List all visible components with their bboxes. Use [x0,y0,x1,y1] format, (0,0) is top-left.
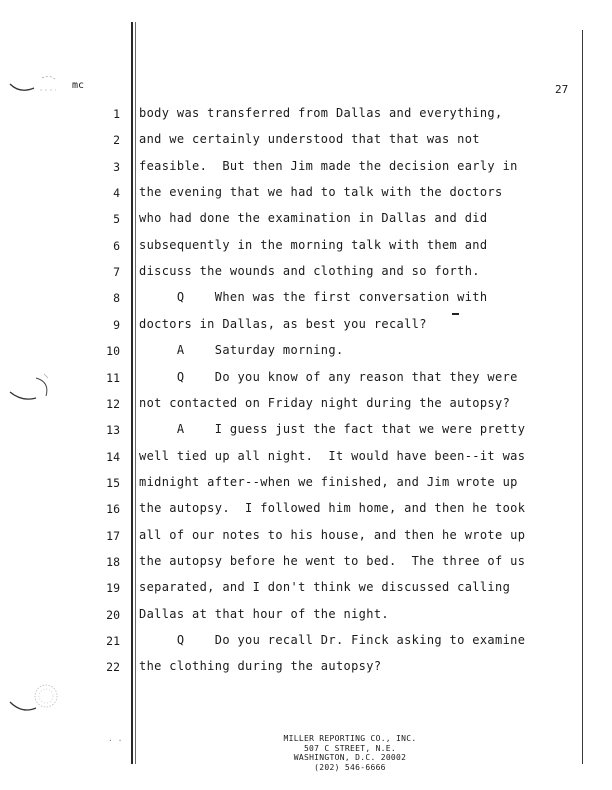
line-text: A Saturday morning. [139,343,344,358]
footer-city: WASHINGTON, D.C. 20002 [293,753,407,762]
line-number: 22 [106,660,120,675]
line-number: 20 [106,607,120,622]
line-text: separated, and I don't think we discussed calling [139,580,511,595]
line-text: and we certainly understood that that was not [139,132,480,147]
margin-dots: · · [108,736,123,745]
line-text: the evening that we had to talk with the doctors [139,185,503,200]
line-number: 6 [113,238,120,253]
line-number: 12 [106,396,120,411]
line-number: 8 [113,291,120,306]
line-text: subsequently in the morning talk with them and [139,237,488,252]
line-text: discuss the wounds and clothing and so forth. [139,264,480,279]
left-margin-rule-inner [135,22,136,764]
line-number: 18 [106,554,120,569]
line-text: feasible. But then Jim made the decision early in [139,158,518,173]
punch-hole-top [6,70,66,100]
line-number: 1 [113,107,120,121]
line-text: Dallas at that hour of the night. [139,606,389,621]
line-number: 16 [106,502,120,517]
punch-hole-bottom [6,680,62,720]
line-text: body was transferred from Dallas and everything, [139,106,503,120]
line-text: well tied up all night. It would have been--it was [139,448,526,463]
right-margin-rule [582,30,583,764]
punch-hole-middle [6,370,56,410]
line-text: doctors in Dallas, as best you recall? [139,316,427,331]
line-text: the autopsy. I followed him home, and then he took [139,501,526,516]
line-number: 5 [113,212,120,227]
line-text: Q Do you know of any reason that they were [139,369,518,384]
line-text: all of our notes to his house, and then he wrote up [139,527,526,542]
page-number: 27 [555,83,569,96]
reporter-footer [250,734,450,772]
line-number: 2 [113,133,120,148]
line-text: the clothing during the autopsy? [139,659,382,674]
line-number: 4 [113,186,120,201]
line-text: Q When was the first conversation with [139,290,488,305]
line-number: 19 [106,581,120,596]
line-text: midnight after--when we finished, and Jim wrote up [139,474,518,489]
line-number: 7 [113,265,120,280]
footer-phone: (202) 546-6666 [314,762,386,772]
left-margin-rule [131,22,133,764]
reporter-initials: mc [72,80,85,91]
line-number: 13 [106,423,120,438]
footer-company: MILLER REPORTING CO., INC. [283,734,417,743]
line-number: 3 [113,159,120,174]
line-number: 10 [106,344,120,359]
line-number: 15 [106,475,120,490]
line-number: 17 [106,528,120,543]
line-text: Q Do you recall Dr. Finck asking to examine [139,633,526,647]
line-number: 14 [106,449,120,464]
line-text: A I guess just the fact that we were pretty [139,422,526,437]
line-number: 11 [106,370,120,385]
line-number: 9 [113,317,120,332]
line-number: 21 [106,634,120,648]
footer-street: 507 C STREET, N.E. [303,743,397,753]
line-text: not contacted on Friday night during the autopsy? [139,395,511,410]
line-text: who had done the examination in Dallas and did [139,211,488,226]
ink-mark [452,313,459,315]
line-text: the autopsy before he went to bed. The three of us [139,553,526,568]
